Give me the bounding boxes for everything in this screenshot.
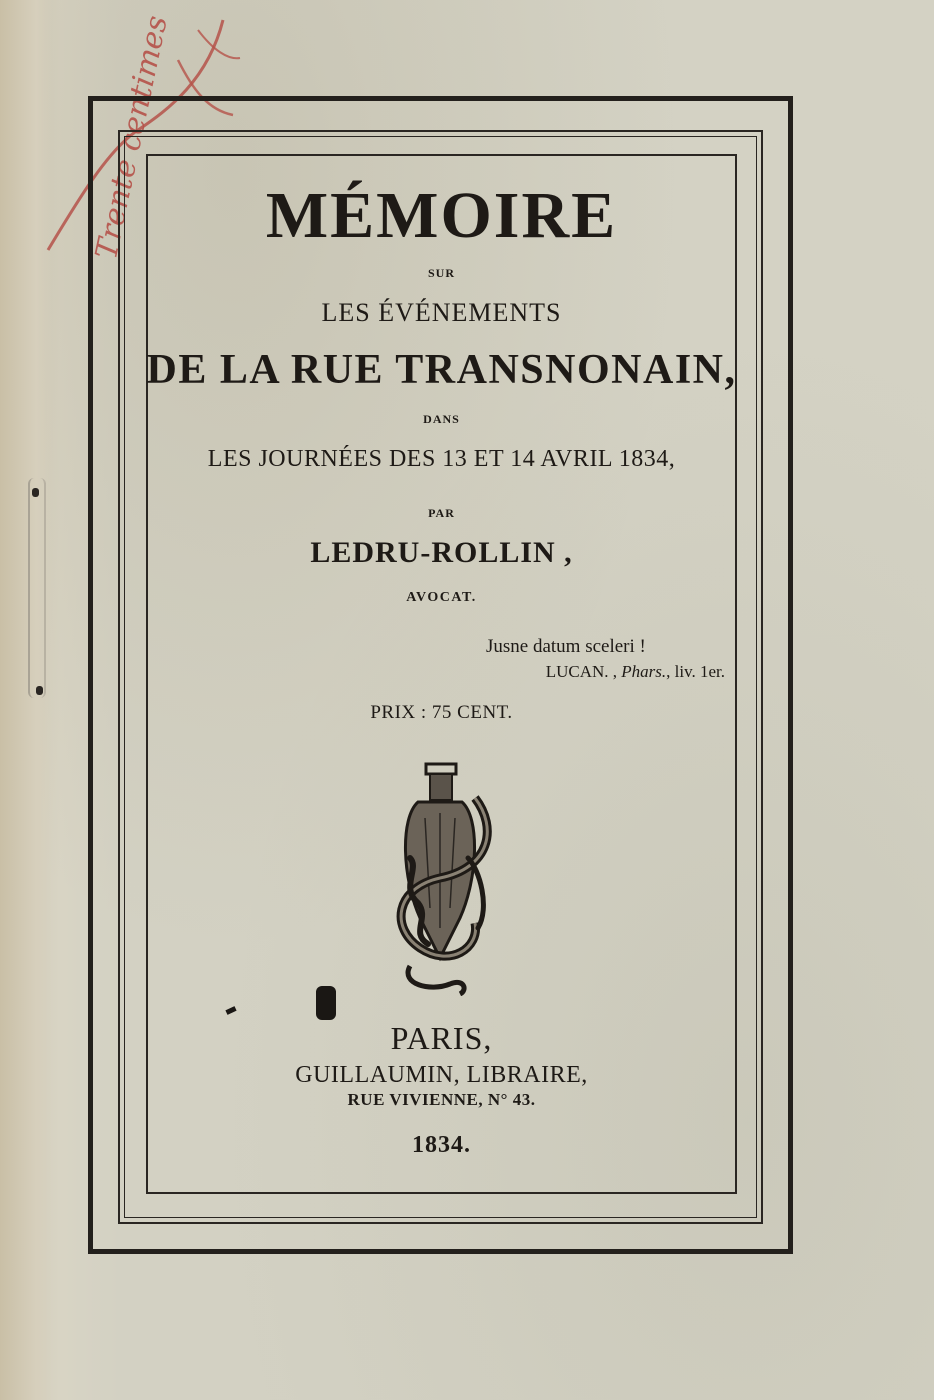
subtitle-events: LES ÉVÉNEMENTS	[321, 298, 562, 327]
preposition-dans: DANS	[423, 412, 460, 426]
epigraph-quote: Jusne datum sceleri !	[486, 636, 646, 657]
publication-year: 1834.	[412, 1132, 471, 1158]
subtitle-rue: DE LA RUE TRANSNONAIN,	[146, 347, 737, 393]
stitch-hole	[36, 686, 43, 695]
epigraph-ref: , liv. 1er.	[666, 662, 725, 681]
price: PRIX : 75 CENT.	[370, 702, 513, 723]
binding-stitch	[28, 478, 46, 698]
epigraph-source	[300, 662, 725, 682]
epigraph-work: Phars.	[621, 662, 667, 681]
ink-stain	[316, 986, 336, 1020]
stitch-hole	[32, 488, 39, 497]
annotation-text: Trente centimes	[89, 12, 175, 263]
publisher: GUILLAUMIN, LIBRAIRE,	[295, 1062, 588, 1088]
publisher-address: RUE VIVIENNE, N° 43.	[347, 1090, 536, 1109]
author-name: LEDRU-ROLLIN ,	[310, 536, 573, 569]
preposition-par: PAR	[428, 506, 455, 520]
cover-title: MÉMOIRE	[265, 179, 618, 252]
epigraph-author: LUCAN. ,	[545, 662, 617, 681]
author-profession: AVOCAT.	[406, 590, 477, 605]
publication-city: PARIS,	[390, 1020, 493, 1056]
snake-urn-icon	[380, 758, 500, 996]
preposition-sur: SUR	[427, 266, 455, 280]
subtitle-dates: LES JOURNÉES DES 13 ET 14 AVRIL 1834,	[207, 446, 676, 472]
